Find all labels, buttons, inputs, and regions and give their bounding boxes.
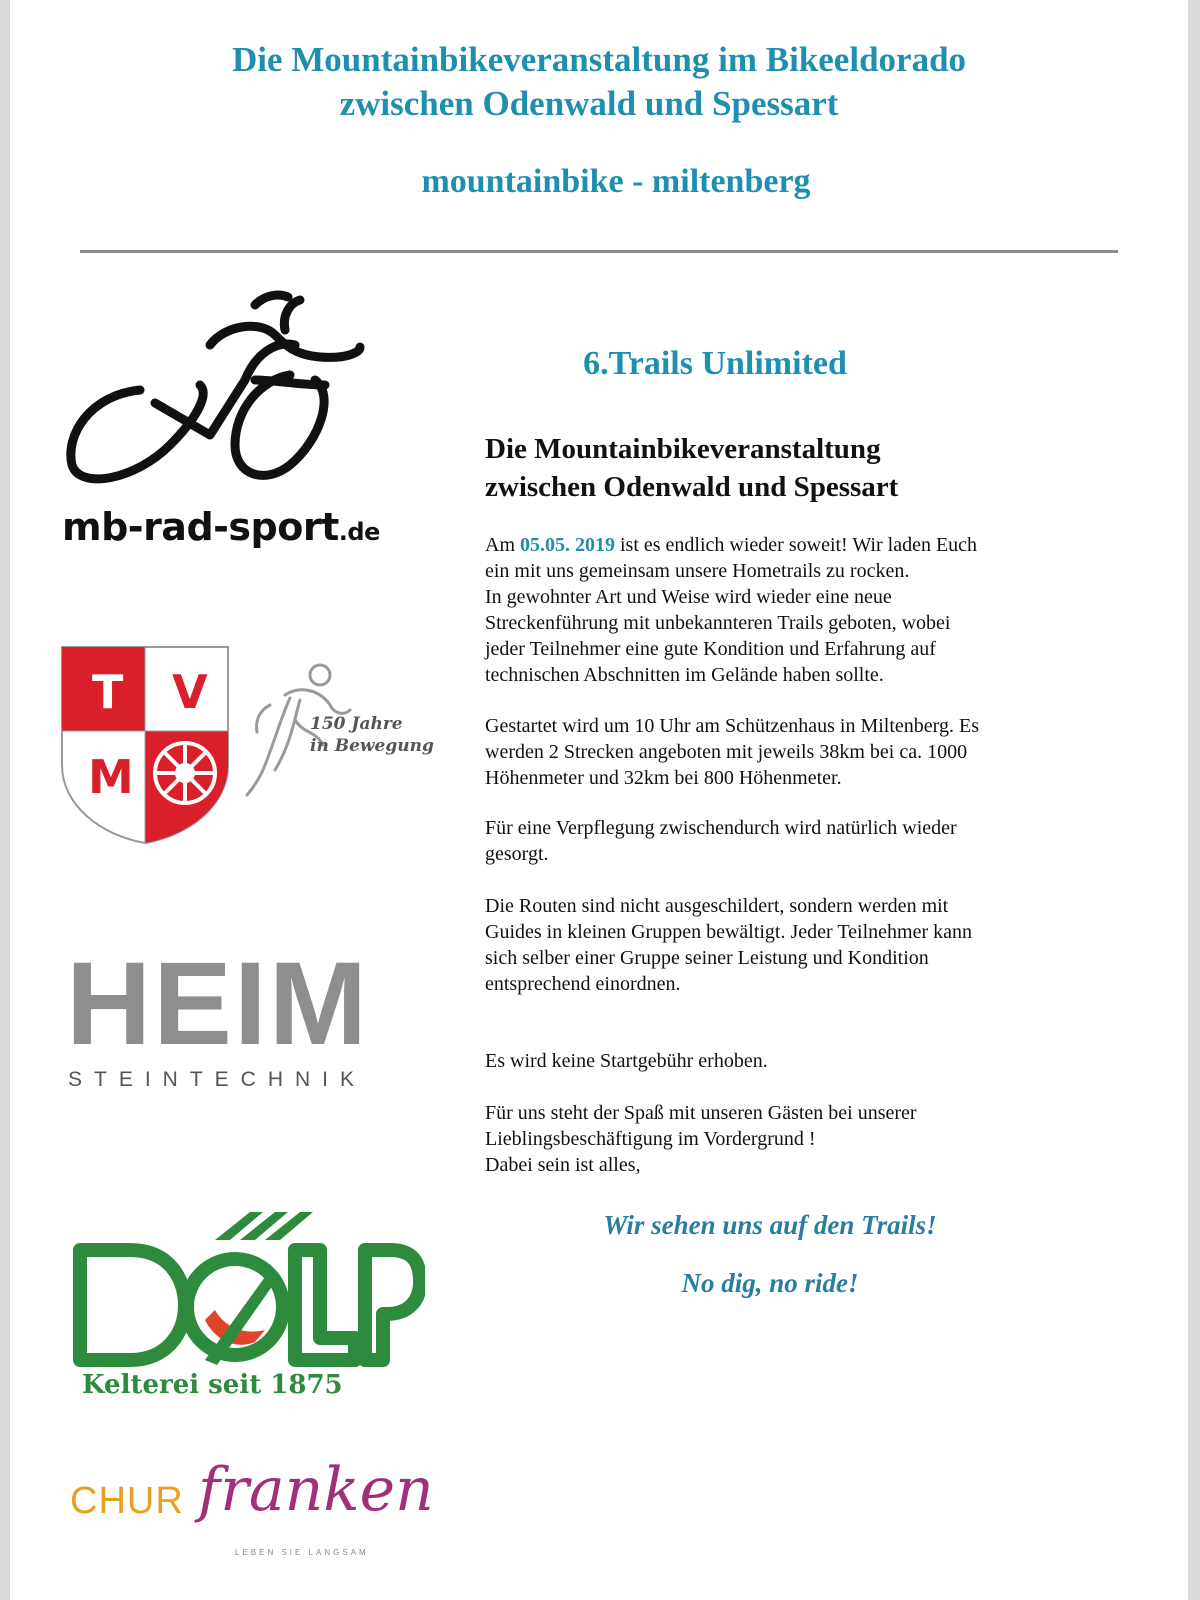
event-date: 05.05. 2019	[520, 534, 615, 556]
document-page	[10, 0, 1188, 1600]
tvm-letter-t: T	[92, 665, 124, 719]
event-title: 6.Trails Unlimited	[583, 345, 847, 382]
mb-rad-sport-bike-icon	[60, 285, 380, 490]
heim-subtitle: STEINTECHNIK	[68, 1068, 367, 1091]
header-title-line2: zwischen Odenwald und Spessart	[339, 84, 839, 123]
mb-rad-sport-wordmark: mb-rad-sport.de	[62, 505, 380, 549]
tvm-letter-m: M	[88, 750, 134, 804]
event-heading: Die Mountainbikeveranstaltung zwischen Odenwald und Spessart	[485, 433, 899, 503]
closing-line-1: Wir sehen uns auf den Trails!	[603, 1210, 937, 1240]
fun-paragraph: Für uns steht der Spaß mit unseren Gästen bei unserer Lieblingsbeschäftigung im Vordergrund ! Dabei sein ist alles,	[485, 1102, 917, 1176]
churfranken-chur-text: CHUR	[70, 1480, 184, 1522]
doelp-logo-icon	[65, 1210, 425, 1375]
doelp-subtitle: Kelterei seit 1875	[82, 1370, 343, 1400]
tvm-letter-v: V	[172, 665, 208, 719]
fee-paragraph: Es wird keine Startgebühr erhoben.	[485, 1050, 768, 1072]
churfranken-tagline: LEBEN SIE LANGSAM	[235, 1548, 369, 1557]
header-divider	[80, 250, 1118, 253]
start-paragraph: Gestartet wird um 10 Uhr am Schützenhaus in Miltenberg. Es werden 2 Strecken angeboten mit jeweils 38km bei ca. 1000 Höhenmeter und 32km bei 800 Höhenmeter.	[485, 715, 979, 789]
heim-wordmark: HEIM	[66, 938, 369, 1070]
routes-paragraph: Die Routen sind nicht ausgeschildert, sondern werden mit Guides in kleinen Gruppen bewältigt. Jeder Teilnehmer kann sich selber einer Gruppe seiner Leistung und Kondition entsprechend einordnen.	[485, 895, 972, 995]
closing-line-2: No dig, no ride!	[681, 1268, 859, 1298]
header-subtitle: mountainbike - miltenberg	[421, 163, 811, 200]
intro-paragraph: Am 05.05. 2019 ist es endlich wieder soweit! Wir laden Euch ein mit uns gemeinsam unsere Hometrails zu rocken. In gewohnter Art und Weise wird wieder eine neue Streckenführung mit unbekannteren Trails geboten, wobei jeder Teilnehmer eine gute Kondition und Erfahrung auf technischen Abschnitten im Gelände haben sollte.	[485, 534, 978, 686]
catering-paragraph: Für eine Verpflegung zwischendurch wird natürlich wieder gesorgt.	[485, 817, 957, 865]
churfranken-franken-text: franken	[198, 1455, 434, 1525]
header-title-line1: Die Mountainbikeveranstaltung im Bikeeldorado	[231, 40, 967, 79]
tvm-tagline: 150 Jahre in Bewegung	[310, 714, 434, 756]
